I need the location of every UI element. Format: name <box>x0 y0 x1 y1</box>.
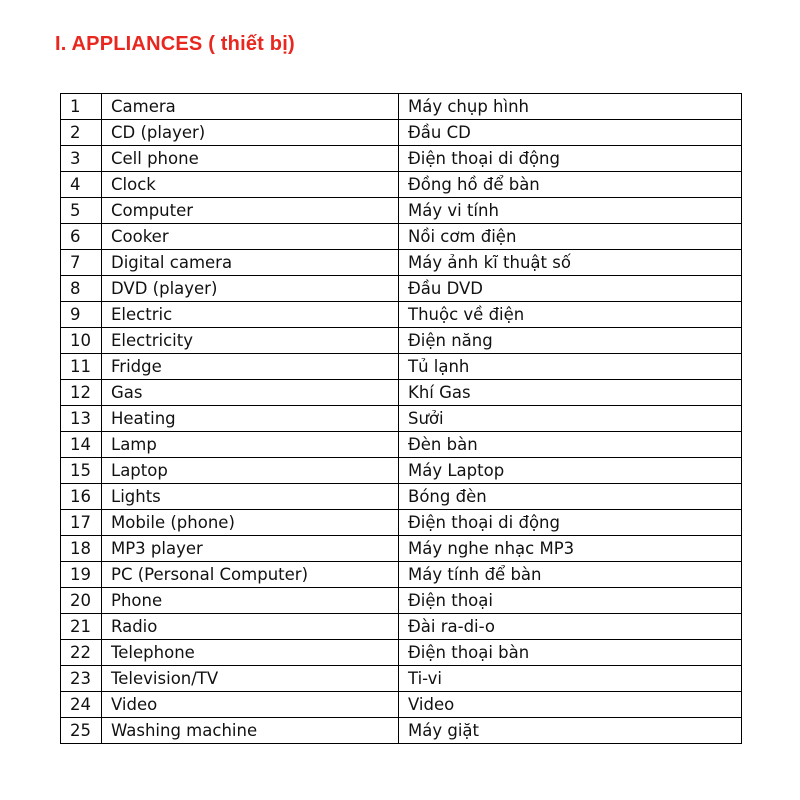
vietnamese-term-cell: Đài ra-di-o <box>399 614 742 640</box>
table-row <box>61 94 742 120</box>
table-row <box>61 354 742 380</box>
row-number-cell: 5 <box>61 198 102 224</box>
english-term-cell: Washing machine <box>102 718 399 744</box>
english-term-cell: DVD (player) <box>102 276 399 302</box>
english-term-cell: MP3 player <box>102 536 399 562</box>
table-row <box>61 432 742 458</box>
vietnamese-term-cell: Điện năng <box>399 328 742 354</box>
row-number-cell: 13 <box>61 406 102 432</box>
row-number-cell: 11 <box>61 354 102 380</box>
vietnamese-term-cell: Máy nghe nhạc MP3 <box>399 536 742 562</box>
table-row <box>61 120 742 146</box>
english-term-cell: Laptop <box>102 458 399 484</box>
table-row <box>61 328 742 354</box>
vocabulary-table <box>60 93 742 744</box>
row-number-cell: 12 <box>61 380 102 406</box>
vietnamese-term-cell: Sưởi <box>399 406 742 432</box>
table-row <box>61 718 742 744</box>
row-number-cell: 14 <box>61 432 102 458</box>
row-number-cell: 15 <box>61 458 102 484</box>
vietnamese-term-cell: Đầu CD <box>399 120 742 146</box>
vietnamese-term-cell: Đầu DVD <box>399 276 742 302</box>
table-row <box>61 562 742 588</box>
row-number-cell: 21 <box>61 614 102 640</box>
table-row <box>61 406 742 432</box>
vietnamese-term-cell: Thuộc về điện <box>399 302 742 328</box>
vietnamese-term-cell: Điện thoại bàn <box>399 640 742 666</box>
row-number-cell: 20 <box>61 588 102 614</box>
english-term-cell: Telephone <box>102 640 399 666</box>
vietnamese-term-cell: Đèn bàn <box>399 432 742 458</box>
table-row <box>61 484 742 510</box>
english-term-cell: Lamp <box>102 432 399 458</box>
table-row <box>61 146 742 172</box>
row-number-cell: 2 <box>61 120 102 146</box>
vietnamese-term-cell: Nồi cơm điện <box>399 224 742 250</box>
table-row <box>61 692 742 718</box>
vietnamese-term-cell: Máy vi tính <box>399 198 742 224</box>
vietnamese-term-cell: Máy ảnh kĩ thuật số <box>399 250 742 276</box>
row-number-cell: 7 <box>61 250 102 276</box>
vietnamese-term-cell: Khí Gas <box>399 380 742 406</box>
vietnamese-term-cell: Bóng đèn <box>399 484 742 510</box>
table-row <box>61 458 742 484</box>
row-number-cell: 8 <box>61 276 102 302</box>
vietnamese-term-cell: Video <box>399 692 742 718</box>
table-row <box>61 640 742 666</box>
english-term-cell: PC (Personal Computer) <box>102 562 399 588</box>
table-row <box>61 276 742 302</box>
english-term-cell: Cooker <box>102 224 399 250</box>
row-number-cell: 25 <box>61 718 102 744</box>
vocabulary-table-body <box>61 94 742 744</box>
vietnamese-term-cell: Điện thoại <box>399 588 742 614</box>
table-row <box>61 666 742 692</box>
english-term-cell: Digital camera <box>102 250 399 276</box>
row-number-cell: 24 <box>61 692 102 718</box>
table-row <box>61 302 742 328</box>
english-term-cell: Gas <box>102 380 399 406</box>
english-term-cell: Fridge <box>102 354 399 380</box>
english-term-cell: Radio <box>102 614 399 640</box>
row-number-cell: 1 <box>61 94 102 120</box>
row-number-cell: 19 <box>61 562 102 588</box>
table-row <box>61 536 742 562</box>
table-row <box>61 588 742 614</box>
english-term-cell: Computer <box>102 198 399 224</box>
table-row <box>61 380 742 406</box>
row-number-cell: 4 <box>61 172 102 198</box>
english-term-cell: CD (player) <box>102 120 399 146</box>
row-number-cell: 16 <box>61 484 102 510</box>
row-number-cell: 17 <box>61 510 102 536</box>
row-number-cell: 22 <box>61 640 102 666</box>
row-number-cell: 6 <box>61 224 102 250</box>
vietnamese-term-cell: Máy chụp hình <box>399 94 742 120</box>
table-row <box>61 250 742 276</box>
english-term-cell: Television/TV <box>102 666 399 692</box>
table-row <box>61 198 742 224</box>
row-number-cell: 18 <box>61 536 102 562</box>
vietnamese-term-cell: Điện thoại di động <box>399 146 742 172</box>
row-number-cell: 9 <box>61 302 102 328</box>
english-term-cell: Video <box>102 692 399 718</box>
vietnamese-term-cell: Máy giặt <box>399 718 742 744</box>
english-term-cell: Electric <box>102 302 399 328</box>
table-row <box>61 614 742 640</box>
english-term-cell: Phone <box>102 588 399 614</box>
english-term-cell: Mobile (phone) <box>102 510 399 536</box>
english-term-cell: Heating <box>102 406 399 432</box>
vietnamese-term-cell: Điện thoại di động <box>399 510 742 536</box>
table-row <box>61 224 742 250</box>
table-row <box>61 172 742 198</box>
vietnamese-term-cell: Ti-vi <box>399 666 742 692</box>
table-row <box>61 510 742 536</box>
english-term-cell: Cell phone <box>102 146 399 172</box>
vietnamese-term-cell: Đồng hồ để bàn <box>399 172 742 198</box>
english-term-cell: Lights <box>102 484 399 510</box>
row-number-cell: 3 <box>61 146 102 172</box>
page-title: I. APPLIANCES ( thiết bị) <box>55 33 295 55</box>
row-number-cell: 23 <box>61 666 102 692</box>
vietnamese-term-cell: Máy tính để bàn <box>399 562 742 588</box>
row-number-cell: 10 <box>61 328 102 354</box>
english-term-cell: Clock <box>102 172 399 198</box>
english-term-cell: Camera <box>102 94 399 120</box>
vietnamese-term-cell: Tủ lạnh <box>399 354 742 380</box>
vietnamese-term-cell: Máy Laptop <box>399 458 742 484</box>
english-term-cell: Electricity <box>102 328 399 354</box>
